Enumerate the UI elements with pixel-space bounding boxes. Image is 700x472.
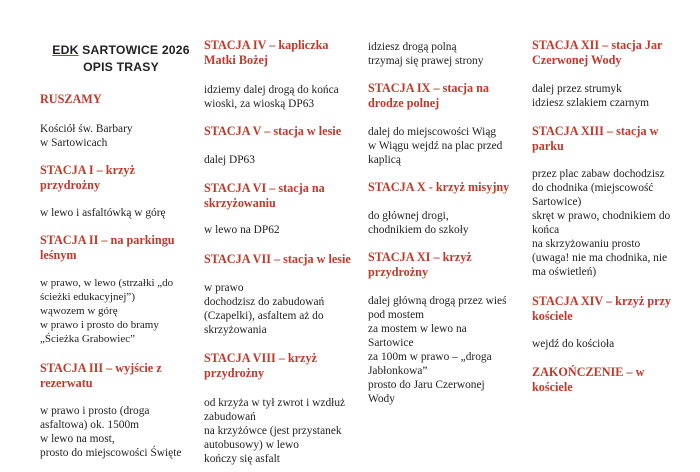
text-line: w lewo i asfaltówką w górę — [40, 207, 166, 219]
station-5-heading — [204, 124, 364, 139]
station-6-heading — [204, 181, 364, 211]
station-13-text — [532, 167, 692, 279]
heading-line: przydrożny — [204, 366, 265, 380]
text-line: chodnikiem do szkoły — [368, 224, 469, 236]
text-line: idziemy dalej drogą do końca — [204, 84, 339, 96]
station-13-heading — [532, 124, 692, 154]
station-1-text — [40, 206, 200, 220]
text-line: „Ścieżka Grabowiec” — [40, 333, 135, 345]
text-line: dalej przez strumyk — [532, 83, 622, 95]
heading-line: STACJA IX – stacja na — [368, 81, 489, 95]
text-line: Sartowice) — [532, 196, 582, 208]
text-line: od krzyża w tył zwrot i wzdłuż — [204, 397, 346, 409]
station-12-text — [532, 82, 692, 110]
text-line: w prawo — [204, 282, 244, 294]
text-line: wąwozem w górę — [40, 305, 118, 317]
heading-line: Czerwonej Wody — [532, 53, 622, 67]
heading-line: parku — [532, 139, 564, 153]
continued-text — [368, 40, 530, 68]
station-1-heading — [40, 163, 200, 193]
text-line: za 100m w prawo – „droga — [368, 351, 492, 363]
heading-line: STACJA XIII – stacja w — [532, 124, 659, 138]
station-12-heading — [532, 38, 692, 68]
text-line: prosto do Jaru Czerwonej — [368, 379, 485, 391]
heading-line: STACJA III – wyjście z — [40, 361, 162, 375]
text-line: za mostem w lewo na — [368, 323, 467, 335]
heading-line: Matki Bożej — [204, 53, 268, 67]
station-6-text — [204, 223, 364, 237]
text-line: dalej do miejscowości Wiąg — [368, 126, 497, 138]
text-line: prosto do miejscowości Święte — [40, 447, 182, 459]
text-line: trzymaj się prawej strony — [368, 55, 484, 67]
station-14-text — [532, 337, 692, 351]
text-line: w lewo na most, — [40, 433, 115, 445]
text-line: w prawo i prosto (droga — [40, 405, 150, 417]
text-line: skrzyżowania — [204, 324, 267, 336]
station-4-text — [204, 83, 364, 111]
station-3-text — [40, 404, 200, 460]
heading-line: STACJA II – na parkingu — [40, 233, 175, 247]
text-line: w prawo i prosto do bramy — [40, 319, 159, 331]
text-line: dochodzisz do zabudowań — [204, 296, 325, 308]
heading-line: STACJA V – stacja w lesie — [204, 124, 342, 138]
start-heading — [40, 92, 200, 107]
text-line: idziesz szlakiem czarnym — [532, 97, 650, 109]
text-line: w Wiągu wejdź na plac przed — [368, 140, 503, 152]
station-2-heading — [40, 233, 200, 263]
text-line: Wody — [368, 393, 395, 405]
heading-line: leśnym — [40, 248, 77, 262]
station-11-heading — [368, 250, 530, 280]
heading-line: rezerwatu — [40, 376, 93, 390]
heading-line: STACJA VIII – krzyż — [204, 351, 317, 365]
title-rest: SARTOWICE 2026 — [78, 43, 190, 57]
text-line: dalej główną drogą przez wieś — [368, 295, 507, 307]
heading-line: ZAKOŃCZENIE – w — [532, 365, 645, 379]
text-line: zabudowań — [204, 411, 256, 423]
station-2-text — [40, 276, 200, 346]
station-3-heading — [40, 361, 200, 391]
heading-line: kościele — [532, 309, 573, 323]
station-9-heading — [368, 81, 530, 111]
text-line: idziesz drogą polną — [368, 41, 457, 53]
edk-logo-text: EDK — [52, 43, 79, 57]
station-11-text — [368, 294, 530, 406]
start-text — [40, 122, 200, 150]
heading-line: RUSZAMY — [40, 92, 102, 106]
document-title — [46, 42, 196, 76]
heading-line: STACJA I – krzyż — [40, 163, 135, 177]
heading-line: przydrożny — [368, 265, 429, 279]
text-line: dalej DP63 — [204, 154, 255, 166]
heading-line: STACJA VI – stacja na — [204, 181, 325, 195]
text-line: na krzyżówce (jest przystanek — [204, 425, 342, 437]
text-line: wioski, za wioską DP63 — [204, 98, 315, 110]
heading-line: STACJA XII – stacja Jar — [532, 38, 663, 52]
text-line: kaplicą — [368, 154, 401, 166]
station-4-heading — [204, 38, 364, 68]
station-8-heading — [204, 351, 364, 381]
station-8-text — [204, 396, 364, 466]
text-line: pod mostem — [368, 309, 425, 321]
heading-line: STACJA VII – stacja w lesie — [204, 252, 351, 266]
title-line — [46, 42, 196, 59]
station-14-heading — [532, 294, 692, 324]
text-line: (uwaga! nie ma chodnika, nie — [532, 252, 668, 264]
text-line: skręt w prawo, chodnikiem do — [532, 210, 671, 222]
text-line: ścieżki edukacyjnej”) — [40, 291, 135, 303]
station-10-heading — [368, 180, 530, 195]
text-line: do głównej drogi, — [368, 210, 449, 222]
station-7-heading — [204, 252, 364, 267]
station-9-text — [368, 125, 530, 167]
text-line: kończy się asfalt — [204, 453, 280, 465]
text-line: wejdź do kościoła — [532, 338, 615, 350]
text-line: Kościół św. Barbary — [40, 123, 133, 135]
text-line: w prawo, w lewo (strzałki „do — [40, 277, 174, 289]
heading-line: STACJA XI – krzyż — [368, 250, 472, 264]
text-line: w lewo na DP62 — [204, 224, 280, 236]
text-line: końca — [532, 224, 560, 236]
heading-line: skrzyżowaniu — [204, 196, 276, 210]
text-line: Jabłonkowa” — [368, 365, 428, 377]
text-line: Sartowice — [368, 337, 414, 349]
heading-line: przydrożny — [40, 178, 101, 192]
text-line: na skrzyżowaniu prosto — [532, 238, 641, 250]
heading-line: kościele — [532, 380, 573, 394]
ending-heading — [532, 365, 692, 395]
station-10-text — [368, 209, 530, 237]
station-7-text — [204, 281, 364, 337]
heading-line: STACJA X - krzyż misyjny — [368, 180, 510, 194]
heading-line: STACJA XIV – krzyż przy — [532, 294, 672, 308]
subtitle: OPIS TRASY — [83, 60, 159, 74]
text-line: ma oświetleń) — [532, 266, 597, 278]
text-line: asfaltowa) ok. 1500m — [40, 419, 140, 431]
text-line: przez plac zabaw dochodzisz — [532, 168, 665, 180]
text-line: (Czapelki), asfaltem aż do — [204, 310, 324, 322]
text-line: do chodnika (miejscowość — [532, 182, 654, 194]
heading-line: STACJA IV – kapliczka — [204, 38, 329, 52]
text-line: autobusowy) w lewo — [204, 439, 299, 451]
text-line: w Sartowicach — [40, 137, 108, 149]
station-5-text — [204, 153, 364, 167]
heading-line: drodze polnej — [368, 96, 440, 110]
